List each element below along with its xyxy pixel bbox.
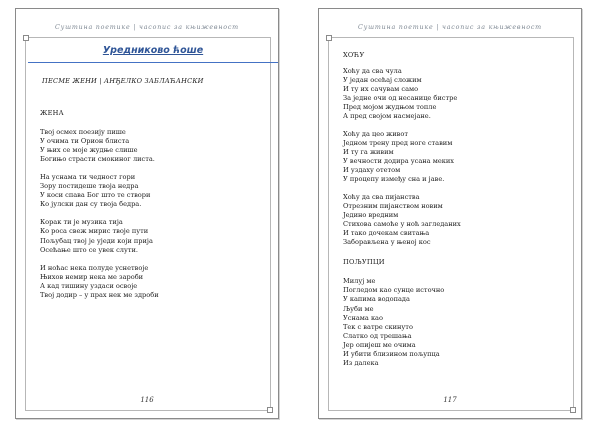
poem-line: У капима водопада xyxy=(343,295,410,304)
poem-line: Богињо страсти смокиног листа. xyxy=(40,155,155,164)
title-divider xyxy=(28,62,278,63)
poem-line: У процепу између сна и јаве. xyxy=(343,175,445,184)
poem-line: Једном трену пред ноге ставим xyxy=(343,138,453,147)
stanza xyxy=(40,128,266,164)
poem-line: Корак ти је музика тија xyxy=(40,218,123,227)
poem-line: За једне очи од несанице бистре xyxy=(343,94,458,103)
poem-line: И тако дочекам свитања xyxy=(343,229,430,238)
poem-line: Твој додир – у прах нек ме здроби xyxy=(40,290,159,299)
poem-line: А пред својом насмејане. xyxy=(343,112,431,121)
poem-line: Милуј ме xyxy=(343,277,376,286)
poem-line: Хоћу да сва пијанства xyxy=(343,192,420,201)
poem-title: ЖЕНА xyxy=(40,109,64,117)
poem-line: Пољубац твој је уједи који прија xyxy=(40,236,153,245)
running-header: Суштина поетике | часопис за књижевност xyxy=(358,24,542,31)
poem-line: И убити близином пољупца xyxy=(343,350,440,359)
poem-line: И ту их сачувам само xyxy=(343,85,419,94)
poem-line: У њих се моје жудње слише xyxy=(40,146,138,155)
poem-line: Јер опијеш ме очима xyxy=(343,340,416,349)
running-header: Суштина поетике | часопис за књижевност xyxy=(55,24,239,31)
poem-line: Из далека xyxy=(343,359,379,368)
poem-line: Љуби ме xyxy=(343,304,374,313)
left-page xyxy=(15,8,279,419)
poem-line: У вечности додира усана меких xyxy=(343,157,454,166)
poem-line: У очима ти Орион блиста xyxy=(40,137,130,146)
stanza xyxy=(40,173,266,209)
poem-title: ХОЋУ xyxy=(343,51,365,59)
poem-line: Тек с ватре скинуто xyxy=(343,322,413,331)
poem-line: Хоћу да цео живот xyxy=(343,129,408,138)
poem-line: Зору постидеше твоја недра xyxy=(40,182,139,191)
poem-line: Њихов немир нека ме зароби xyxy=(40,272,144,281)
poem-line: И ту га живим xyxy=(343,148,394,157)
poem-title: ПОЉУПЦИ xyxy=(343,258,385,267)
poem-line: Погледом као сунце источно xyxy=(343,286,445,295)
stanza xyxy=(40,264,266,300)
poem-line: У коси спава Бог што те створи xyxy=(40,191,151,200)
poem-line: Пред мојом жудњом топле xyxy=(343,103,437,112)
stanza xyxy=(343,277,569,368)
stanza xyxy=(343,67,569,122)
poem-line: И ноћас нека полуде уснетвоје xyxy=(40,263,149,272)
poem-line: У један осећај сложим xyxy=(343,76,422,85)
right-page-content xyxy=(343,51,569,377)
poem-line: Ко јулски дан су твоја бедра. xyxy=(40,200,142,209)
poem-line: И уздаху отетом xyxy=(343,166,401,175)
poem-line: А кад тишину уздаси освоје xyxy=(40,281,138,290)
page-number: 117 xyxy=(443,396,457,404)
collection-title: ПЕСМЕ ЖЕНИ | АНЂЕЛКО ЗАБЛАЋАНСКИ xyxy=(42,77,204,85)
stanza xyxy=(343,130,569,185)
poem-line: Отрезним пијанством новим xyxy=(343,201,443,210)
poem-line: Једино вредним xyxy=(343,210,399,219)
poem-line: Осећање што се увек слути. xyxy=(40,245,138,254)
poem-line: Стихова самоће у ноћ загледаних xyxy=(343,220,461,228)
poem-line: Заборављена у њеној кос xyxy=(343,238,431,247)
poem-line: Хоћу да сва чула xyxy=(343,67,402,75)
page-number: 116 xyxy=(140,396,154,404)
poem-line: Слатко од трешања xyxy=(343,331,412,340)
poem-line: На уснама ти чедност гори xyxy=(40,173,136,182)
left-page-content xyxy=(40,45,266,309)
stanza xyxy=(343,193,569,248)
stanza xyxy=(40,218,266,254)
editor-section-title: Уредниково ћоше xyxy=(102,45,204,56)
poem-line: Твој осмех поезију пише xyxy=(40,128,126,136)
right-page xyxy=(318,8,582,419)
poem-line: Ко роса свеж мирис твоје пути xyxy=(40,227,149,236)
poem-line: Уснама као xyxy=(343,313,383,322)
